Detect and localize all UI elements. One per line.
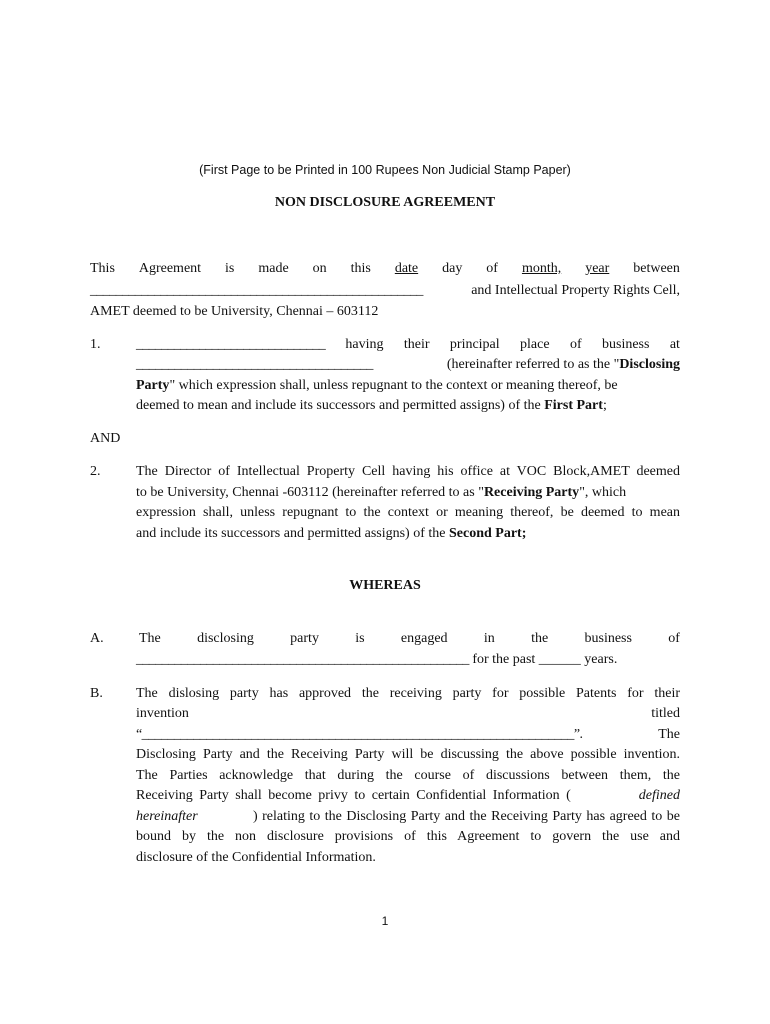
- first-part-term: First Part: [544, 398, 603, 413]
- clause-1-word: of: [569, 337, 582, 352]
- clause-2-line-2: [136, 483, 680, 503]
- recital-a-word: of: [668, 631, 680, 646]
- clause-1-word: at: [669, 337, 680, 352]
- recital-a-word: disclosing: [197, 631, 254, 646]
- defined-term-italic: defined: [638, 788, 680, 803]
- recital-b-line-8: bound by the non disclosure provisions of this Agreement to govern the use and: [136, 829, 680, 844]
- clause-2-text: and include its successors and permitted assigns) of the: [136, 526, 449, 541]
- clause-1-line-2: [136, 355, 680, 375]
- recital-b-text: titled: [651, 706, 680, 721]
- recital-a-word: the: [531, 631, 549, 646]
- clause-2-line-4: [136, 524, 526, 544]
- clause-2-line-3: expression shall, unless repugnant to the context or meaning thereof, be deemed to mean: [136, 505, 680, 520]
- recital-a-line-2: [136, 650, 617, 670]
- recital-a-text: for the past ______ years.: [468, 652, 618, 667]
- business-blank: ____________________________________________________: [136, 652, 469, 667]
- recital-a-word: business: [584, 631, 632, 646]
- intro-word: day: [442, 261, 463, 276]
- recital-b-label: B.: [90, 686, 103, 701]
- clause-1-line-4: [136, 396, 607, 416]
- intro-year-field: year: [585, 261, 610, 276]
- recital-a-line-1: [139, 629, 680, 649]
- intro-line-3: AMET deemed to be University, Chennai – 603112: [90, 304, 379, 319]
- intro-line-2: [90, 281, 680, 301]
- intro-word: between: [633, 261, 680, 276]
- intro-line-2-text: and Intellectual Property Rights Cell,: [471, 283, 680, 298]
- clause-1-word: their: [403, 337, 430, 352]
- clause-1-text: (hereinafter referred to as the ": [446, 357, 620, 372]
- recital-b-text: The: [658, 727, 680, 742]
- intro-word: this: [350, 261, 371, 276]
- recital-b-line-2: [136, 704, 680, 724]
- recital-b-line-3: [136, 725, 680, 745]
- clause-1-line-3: [136, 376, 680, 396]
- stamp-paper-note: (First Page to be Printed in 100 Rupees Non Judicial Stamp Paper): [199, 163, 571, 177]
- intro-word: of: [486, 261, 498, 276]
- clause-1-text: deemed to mean and include its successors and permitted assigns) of the: [136, 398, 545, 413]
- recital-a-word: in: [483, 631, 495, 646]
- intro-date-field: date: [394, 261, 419, 276]
- recital-b-line-5: The Parties acknowledge that during the course of discussions between them, the: [136, 768, 680, 783]
- clause-1-number: 1.: [90, 337, 101, 352]
- recital-b-line-7: [136, 807, 680, 827]
- clause-2-text: to be University, Chennai -603112 (hereinafter referred to as ": [136, 485, 484, 500]
- clause-1-word: business: [602, 337, 650, 352]
- clause-1-word: place: [520, 337, 550, 352]
- hereinafter-italic: hereinafter: [136, 809, 198, 824]
- disclosing-party-term: Disclosing: [619, 357, 680, 372]
- intro-word: is: [225, 261, 235, 276]
- intro-word: on: [312, 261, 327, 276]
- intro-word: Agreement: [138, 261, 202, 276]
- agreement-title: NON DISCLOSURE AGREEMENT: [274, 195, 496, 210]
- disclosing-party-name-blank: ______________________________: [136, 337, 326, 352]
- invention-title-blank: “___________________________________________________________________”.: [136, 727, 583, 742]
- party-name-blank: ____________________________________________________: [90, 283, 423, 298]
- page-number: 1: [381, 914, 389, 928]
- disclosing-party-term: Party: [136, 378, 170, 393]
- second-part-term: Second Part;: [448, 526, 527, 541]
- recital-b-line-9: disclosure of the Confidential Information.: [136, 850, 376, 865]
- recital-a-word: The: [139, 631, 161, 646]
- recital-b-text: invention: [136, 706, 189, 721]
- intro-month-field: month,: [521, 261, 562, 276]
- recital-a-word: engaged: [400, 631, 448, 646]
- recital-b-text: Receiving Party shall become privy to certain Confidential Information (: [136, 788, 571, 803]
- recital-b-line-1: The dislosing party has approved the receiving party for possible Patents for their: [136, 686, 680, 701]
- clause-1-text: " which expression shall, unless repugnant to the context or meaning thereof, be: [169, 378, 618, 393]
- intro-word: made: [258, 261, 289, 276]
- intro-word: This: [90, 261, 115, 276]
- recital-b-text: ) relating to the Disclosing Party and the Receiving Party has agreed to be: [252, 809, 680, 824]
- recital-a-word: is: [355, 631, 365, 646]
- recital-a-label: A.: [90, 631, 104, 646]
- receiving-party-term: Receiving Party: [483, 485, 580, 500]
- recital-b-line-6: [136, 786, 680, 806]
- clause-2-text: ", which: [579, 485, 627, 500]
- recital-b-line-4: Disclosing Party and the Receiving Party will be discussing the above possible invention.: [136, 747, 680, 762]
- recital-a-word: party: [290, 631, 319, 646]
- clause-1-word: having: [345, 337, 384, 352]
- whereas-heading: WHEREAS: [349, 578, 421, 593]
- clause-1-word: principal: [449, 337, 500, 352]
- intro-line-1: [90, 259, 680, 279]
- clause-2-line-1: The Director of Intellectual Property Cell having his office at VOC Block,AMET deemed: [136, 464, 680, 479]
- disclosing-party-address-blank: _____________________________________: [136, 357, 373, 372]
- clause-1-text: ;: [602, 398, 607, 413]
- and-separator: AND: [90, 431, 121, 446]
- clause-1-line-1: [136, 335, 680, 355]
- clause-2-number: 2.: [90, 464, 101, 479]
